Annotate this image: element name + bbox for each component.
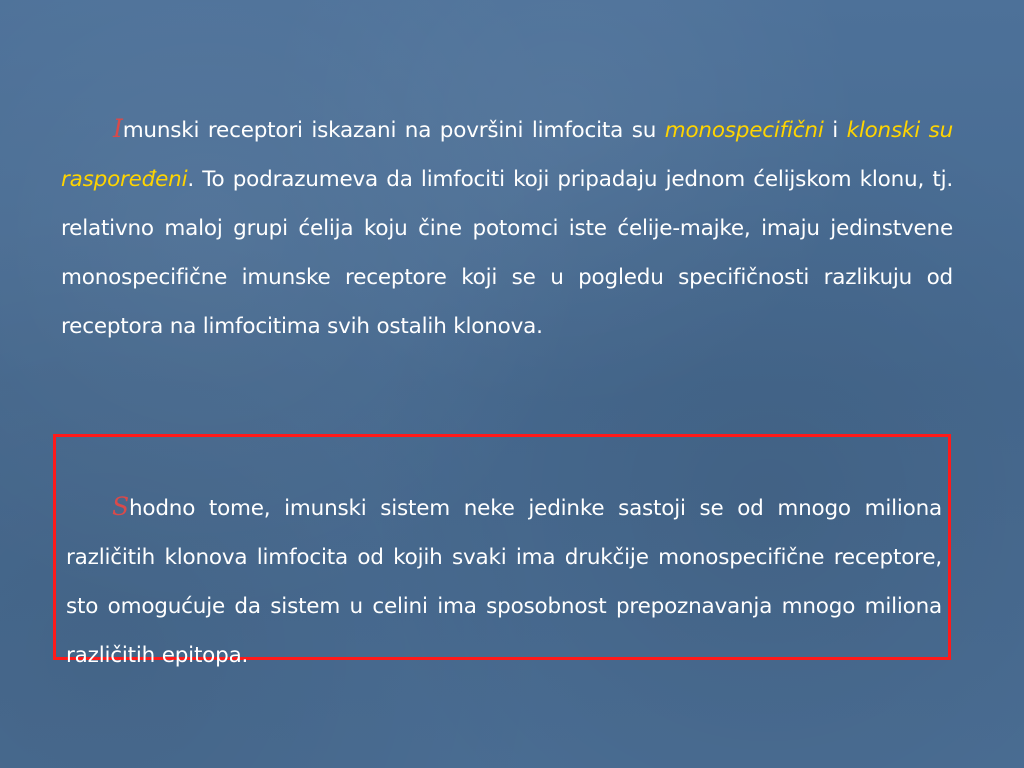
emphasis-clonal: klonski su raspoređeni [61,117,953,192]
highlight-box [53,434,951,668]
paragraph-text-mid: i [823,117,847,143]
paragraph-text-start: munski receptori iskazani na površini limfocita su [122,117,665,143]
boxed-paragraph-text: hodno tome, imunski sistem neke jedinke sastoji se od mnogo miliona različitih klonova limfocita od kojih svaki ima drukčije monospecifične receptore, sto omogućuje da sistem u celini ima sposobnost prepoznavanja mnogo miliona različitih epitopa. [66,495,942,668]
emphasis-monospecific: monospecifični [664,117,824,143]
boxed-paragraph [66,482,942,680]
drop-cap-s: S [112,491,129,521]
intro-paragraph [61,104,953,351]
paragraph-text-end: . To podrazumeva da limfociti koji pripadaju jednom ćelijskom klonu, tj. relativno maloj grupi ćelija koju čine potomci iste ćelije-majke, imaju jedinstvene monospecifične imunske receptore koji se u pogledu specifičnosti razlikuju od receptora na limfocitima svih ostalih klonova. [61,166,953,339]
drop-cap-i: I [113,113,123,143]
